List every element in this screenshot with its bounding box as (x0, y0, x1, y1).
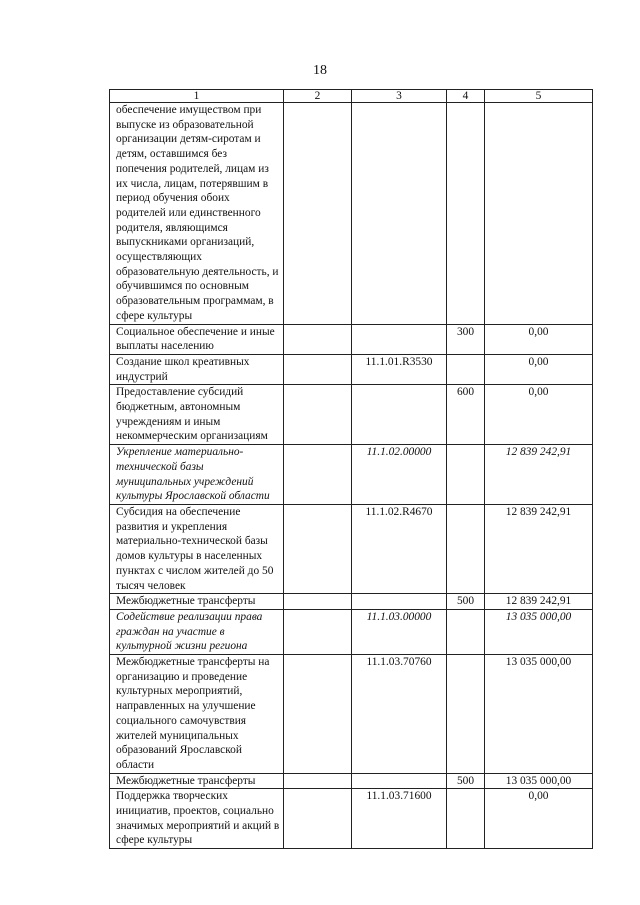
row-type-cell (447, 609, 485, 654)
row-code-cell: 11.1.03.71600 (352, 789, 447, 849)
row-amount-cell: 13 035 000,00 (485, 655, 593, 774)
row-name-cell: Социальное обеспечение и иные выплаты населению (110, 324, 284, 354)
row-col2-cell (284, 594, 352, 610)
row-amount-cell: 0,00 (485, 385, 593, 445)
row-type-cell: 600 (447, 385, 485, 445)
row-code-cell: 11.1.03.70760 (352, 655, 447, 774)
row-amount-cell: 12 839 242,91 (485, 594, 593, 610)
row-amount-cell: 12 839 242,91 (485, 504, 593, 593)
row-name-cell: Межбюджетные трансферты на организацию и проведение культурных мероприятий, направленных на улучшение социального самочувствия жителей муниципальных образований Ярославской области (110, 655, 284, 774)
row-code-cell (352, 324, 447, 354)
row-col2-cell (284, 609, 352, 654)
table-row (110, 103, 593, 325)
row-amount-cell: 13 035 000,00 (485, 773, 593, 789)
row-name-cell: Поддержка творческих инициатив, проектов, социально значимых мероприятий и акций в сфере культуры (110, 789, 284, 849)
row-col2-cell (284, 445, 352, 505)
row-amount-cell: 0,00 (485, 789, 593, 849)
table-header-row (110, 90, 593, 103)
row-code-cell (352, 773, 447, 789)
header-cell: 3 (352, 90, 447, 103)
row-col2-cell (284, 655, 352, 774)
row-col2-cell (284, 324, 352, 354)
header-cell: 1 (110, 90, 284, 103)
row-col2-cell (284, 103, 352, 325)
row-type-cell: 300 (447, 324, 485, 354)
row-name-cell: обеспечение имуществом при выпуске из образовательной организации детям-сиротам и детям, оставшимся без попечения родителей, лицам из их числа, лицам, потерявшим в период обучения обоих родителей или единственного родителя, являющимся выпускниками организаций, осуществляющих образовательную деятельность, и обучившимся по основным образовательным программам, в сфере культуры (110, 103, 284, 325)
row-amount-cell (485, 103, 593, 325)
row-code-cell: 11.1.02.00000 (352, 445, 447, 505)
row-col2-cell (284, 789, 352, 849)
row-code-cell: 11.1.02.R4670 (352, 504, 447, 593)
row-col2-cell (284, 773, 352, 789)
table-row (110, 594, 593, 610)
row-type-cell (447, 103, 485, 325)
header-cell: 4 (447, 90, 485, 103)
table-row (110, 354, 593, 384)
row-col2-cell (284, 354, 352, 384)
row-type-cell (447, 655, 485, 774)
row-type-cell: 500 (447, 594, 485, 610)
row-type-cell (447, 504, 485, 593)
row-amount-cell: 0,00 (485, 324, 593, 354)
header-cell: 5 (485, 90, 593, 103)
row-code-cell: 11.1.01.R3530 (352, 354, 447, 384)
row-name-cell: Укрепление материально-технической базы муниципальных учреждений культуры Ярославской области (110, 445, 284, 505)
table-row (110, 655, 593, 774)
budget-table (109, 89, 593, 849)
row-type-cell: 500 (447, 773, 485, 789)
row-code-cell (352, 103, 447, 325)
table-row (110, 445, 593, 505)
row-amount-cell: 0,00 (485, 354, 593, 384)
table-row (110, 789, 593, 849)
row-type-cell (447, 789, 485, 849)
row-code-cell: 11.1.03.00000 (352, 609, 447, 654)
row-name-cell: Содействие реализации права граждан на участие в культурной жизни региона (110, 609, 284, 654)
row-name-cell: Предоставление субсидий бюджетным, автономным учреждениям и иным некоммерческим организациям (110, 385, 284, 445)
header-cell: 2 (284, 90, 352, 103)
table-row (110, 385, 593, 445)
row-amount-cell: 13 035 000,00 (485, 609, 593, 654)
row-type-cell (447, 445, 485, 505)
row-col2-cell (284, 385, 352, 445)
row-name-cell: Межбюджетные трансферты (110, 594, 284, 610)
table-row (110, 773, 593, 789)
table-row (110, 609, 593, 654)
row-type-cell (447, 354, 485, 384)
row-amount-cell: 12 839 242,91 (485, 445, 593, 505)
row-code-cell (352, 594, 447, 610)
page-number: 18 (313, 63, 327, 78)
row-col2-cell (284, 504, 352, 593)
table-row (110, 324, 593, 354)
row-name-cell: Межбюджетные трансферты (110, 773, 284, 789)
row-name-cell: Субсидия на обеспечение развития и укрепления материально-технической базы домов культуры в населенных пунктах с числом жителей до 50 тысяч человек (110, 504, 284, 593)
row-code-cell (352, 385, 447, 445)
table-row (110, 504, 593, 593)
row-name-cell: Создание школ креативных индустрий (110, 354, 284, 384)
